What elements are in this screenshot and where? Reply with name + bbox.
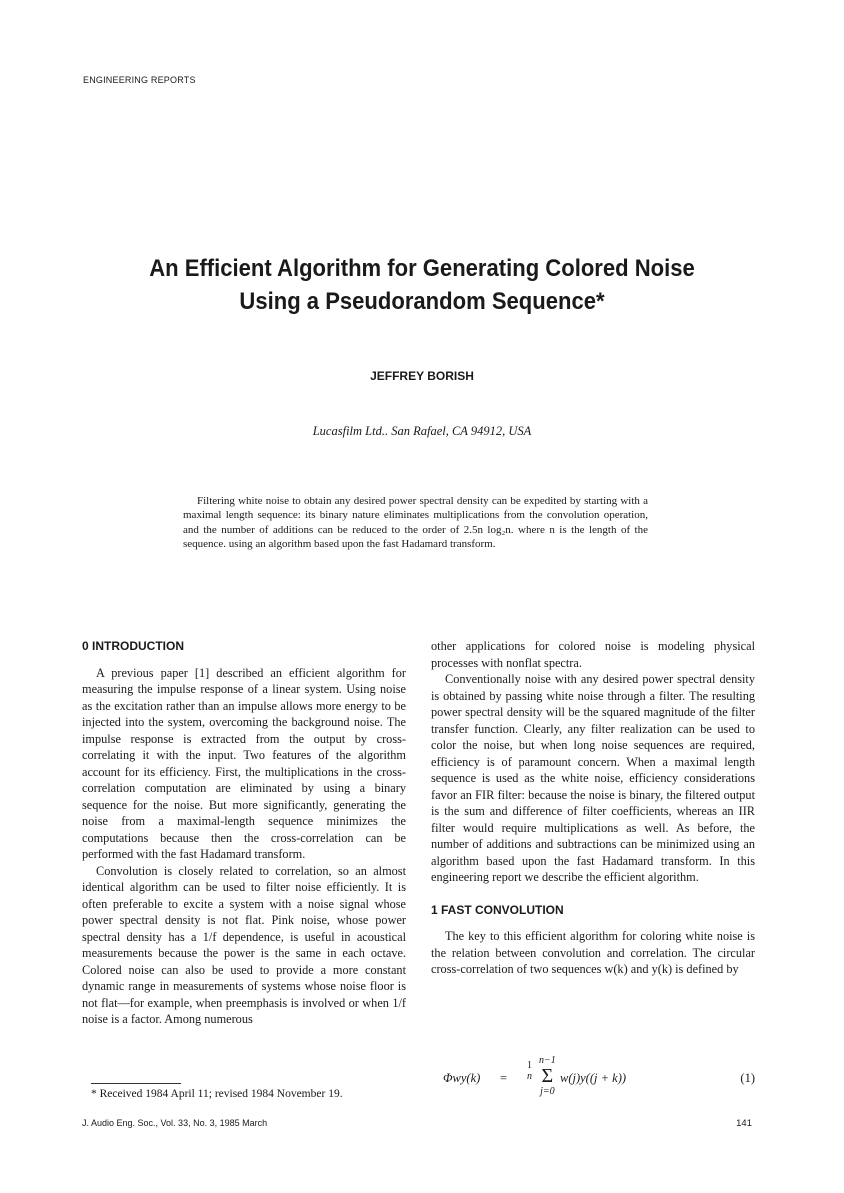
page-number: 141 — [736, 1118, 752, 1129]
sum-upper-limit: n−1 — [539, 1055, 556, 1066]
footnote: * Received 1984 April 11; revised 1984 November 19. — [91, 1088, 343, 1100]
intro-paragraph-2-continued: other applications for colored noise is modeling physical processes with nonflat spectra. — [431, 639, 755, 670]
left-column — [82, 638, 406, 1028]
running-head: ENGINEERING REPORTS — [83, 75, 196, 85]
summation — [539, 1055, 556, 1097]
sum-symbol: Σ — [541, 1065, 554, 1087]
author-name: JEFFREY BORISH — [370, 369, 474, 383]
equation-fraction — [527, 1060, 532, 1082]
paper-title — [78, 252, 766, 318]
footnote-rule — [91, 1083, 181, 1084]
equation-number: (1) — [740, 1071, 755, 1085]
equation-lhs: Φwy(k) — [443, 1071, 481, 1085]
title-line-1: An Efficient Algorithm for Generating Colored Noise — [149, 255, 695, 282]
right-column — [431, 638, 755, 978]
intro-paragraph-3: Conventionally noise with any desired power spectral density is obtained by passing white noise through a filter. The resulting power spectral density will be the squared magnitude of the filter transfer function. Clearly, any filter realization can be used to color the noise, but when long noise sequences are required, efficiency is of paramount concern. When a maximal length sequence is used as the white noise, efficiency considerations favor an FIR filter: because the noise is binary, the filtered output is the sum and difference of filter coefficients, whereas an IIR filter would require multiplications as well. As before, the number of additions and subtractions can be minimized using an algorithm based upon the fast Hadamard transform. In this engineering report we describe the efficient algorithm. — [431, 672, 755, 884]
convolution-paragraph-1: The key to this efficient algorithm for coloring white noise is the relation between convolution and correlation. The circular cross-correlation of two sequences w(k) and y(k) is defined by — [431, 929, 755, 976]
section-heading-introduction: 0 INTRODUCTION — [82, 639, 184, 653]
equation-1 — [443, 1055, 755, 1103]
title-line-2: Using a Pseudorandom Sequence* — [239, 288, 605, 315]
intro-paragraph-1: A previous paper [1] described an efficient algorithm for measuring the impulse response of a linear system. Using noise as the excitation rather than an impulse allows more energy to be injected into the system, overcoming the background noise. The impulse response is extracted from the output by cross-correlating it with the input. Two features of the algorithm account for its efficiency. First, the multiplications in the cross-correlation computation are eliminated by using a binary sequence for the noise. But more significantly, generating the noise from a maximal-length sequence minimizes the computations because then the cross-correlation can be performed with the fast Hadamard transform. — [82, 665, 406, 861]
journal-citation: J. Audio Eng. Soc., Vol. 33, No. 3, 1985 March — [82, 1118, 268, 1128]
fraction-numerator: 1 — [527, 1060, 532, 1071]
abstract: Filtering white noise to obtain any desired power spectral density can be expedited by starting with a maximal length sequence: its binary nature eliminates multiplications from the convolution operation, and the number of additions can be reduced to the order of 2.5n log₂n. where n is the length of the sequence. using an algorithm based upon the fast Hadamard transform. — [183, 495, 648, 550]
fraction-denominator: n — [527, 1071, 532, 1082]
equation-body: w(j)y((j + k)) — [560, 1071, 627, 1085]
section-heading-fast-convolution: 1 FAST CONVOLUTION — [431, 902, 564, 917]
author-affiliation: Lucasfilm Ltd.. San Rafael, CA 94912, USA — [312, 424, 532, 438]
equation-equals: = — [500, 1071, 508, 1085]
intro-paragraph-2: Convolution is closely related to correlation, so an almost identical algorithm can be used to filter noise efficiently. It is often preferable to excite a system with a noise signal whose power spectral density is not flat. Pink noise, whose power spectral density has a 1/f dependence, is useful in acoustical measurements because the power is the same in each octave. Colored noise can also be used to provide a more constant dynamic range in measurements of systems whose noise floor is not flat—for example, when preemphasis is involved or when 1/f noise is a factor. Among numerous — [82, 863, 406, 1026]
sum-lower-limit: j=0 — [540, 1086, 555, 1097]
